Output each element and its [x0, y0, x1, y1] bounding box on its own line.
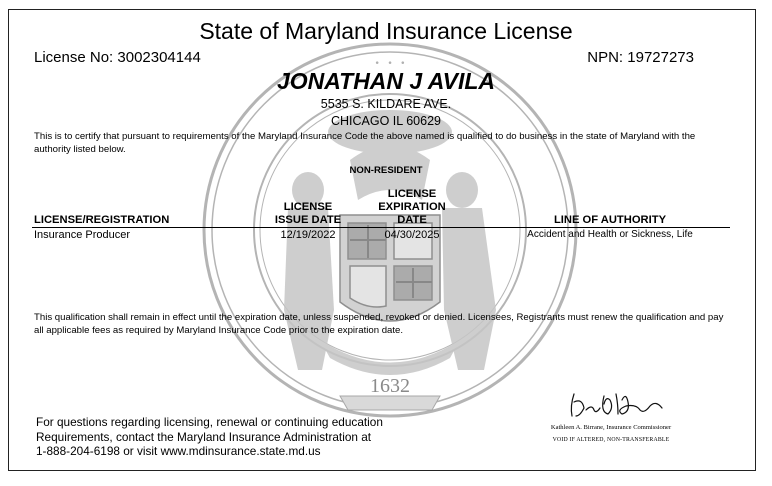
header-issue-date — [268, 201, 348, 227]
header-exp-line-3: DATE — [397, 214, 427, 226]
contact-line-2: Requirements, contact the Maryland Insurance Administration at — [36, 429, 372, 444]
contact-line-3: 1-888-204-6198 or visit www.mdinsurance.state.md.us — [36, 444, 321, 458]
residency-status: NON-RESIDENT — [349, 165, 423, 176]
row-issue-date: 12/19/2022 — [280, 229, 336, 241]
table-header-rule — [32, 227, 730, 228]
license-number: License No: 3002304144 — [34, 49, 201, 66]
contact-info — [36, 415, 416, 459]
header-expiration-date — [366, 188, 458, 227]
row-expiration-date: 04/30/2025 — [384, 229, 440, 241]
svg-text:· · ·: · · · — [373, 50, 407, 75]
qualification-statement: This qualification shall remain in effect until the expiration date, unless suspended, revoked or denied. Licensees, Registrants must renew the qualification and pay all applicable fees as required by Maryland Insurance Code prior to the expiration date. — [34, 312, 724, 336]
header-line-of-authority: LINE OF AUTHORITY — [553, 214, 667, 226]
licensee-name: JONATHAN J AVILA — [276, 68, 496, 94]
seal-year: 1632 — [370, 375, 410, 397]
row-license-type: Insurance Producer — [34, 229, 130, 241]
header-exp-line-2: EXPIRATION — [378, 201, 446, 213]
certificate-title: State of Maryland Insurance License — [199, 18, 573, 44]
commissioner-name-title: Kathleen A. Birrane, Insurance Commissioner — [550, 424, 672, 431]
certification-statement: This is to certify that pursuant to requirements of the Maryland Insurance Code the above named is qualified to do business in the state of Maryland with the authority listed below. — [34, 131, 696, 155]
header-issue-line-1: LICENSE — [283, 201, 333, 213]
header-license-registration: LICENSE/REGISTRATION — [34, 214, 170, 226]
address-line-2: CHICAGO IL 60629 — [330, 114, 441, 128]
address-line-1: 5535 S. KILDARE AVE. — [320, 97, 452, 111]
void-notice: VOID IF ALTERED, NON-TRANSFERABLE — [552, 437, 670, 443]
npn-number: NPN: 19727273 — [587, 49, 694, 66]
header-exp-line-1: LICENSE — [387, 188, 437, 200]
header-issue-line-2: ISSUE DATE — [274, 214, 342, 226]
commissioner-signature — [560, 386, 670, 422]
row-line-of-authority: Accident and Health or Sickness, Life — [527, 229, 693, 240]
contact-line-1: For questions regarding licensing, renewal or continuing education — [36, 415, 383, 429]
